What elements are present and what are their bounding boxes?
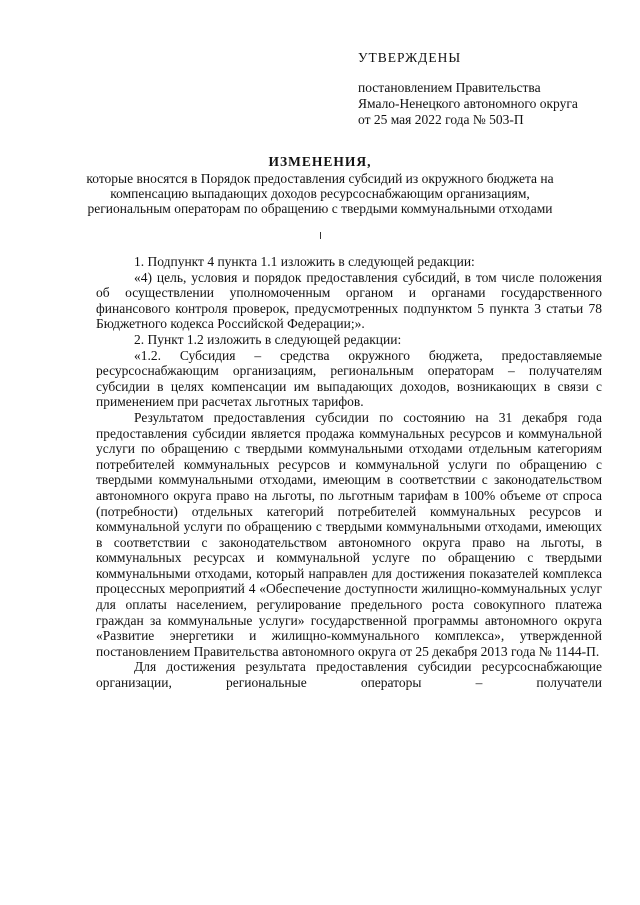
document-title — [80, 154, 560, 216]
approval-line-3: от 25 мая 2022 года № 503-П — [358, 112, 524, 127]
approval-line-2: Ямало-Ненецкого автономного округа — [358, 96, 578, 111]
title-divider — [320, 232, 321, 239]
paragraph-5: Результатом предоставления субсидии по состоянию на 31 декабря года предоставления субсидии является продажа коммунальных ресурсов и коммунальной услуги по обращению с твердыми коммунальными отходами отдельным категориям потребителей коммунальных ресурсов и коммунальной услуги по обращению с твердыми коммунальными отходами, имеющим в соответствии с законодательством автономного округа право на льготы, по льготным тарифам в 100% объеме от спроса (потребности) отдельных категорий потребителей коммунальных ресурсов и коммунальной услуги по обращению с твердыми коммунальными отходами, имеющих в соответствии с законодательством автономного округа право на льготы, в коммунальных ресурсах и коммунальной услуге по обращению с твердыми коммунальными отходами, который направлен для достижения показателей комплекса процессных мероприятий 4 «Обеспечение доступности жилищно-коммунальных услуг для оплаты населением, регулирование предельного роста совокупного платежа граждан за коммунальные услуги» государственной программы автономного округа «Развитие энергетики и жилищно-коммунального комплекса», утвержденной постановлением Правительства автономного округа от 25 декабря 2013 года № 1144-П. — [96, 409, 602, 659]
document-body — [96, 254, 602, 691]
approval-heading: УТВЕРЖДЕНЫ — [358, 50, 462, 65]
approval-block — [358, 50, 578, 128]
title-subtitle: которые вносятся в Порядок предоставления субсидий из окружного бюджета на компенсацию выпадающих доходов ресурсоснабжающим организациям, региональным операторам по обращению с твердыми коммунальными отходами — [86, 171, 554, 216]
paragraph-4: «1.2. Субсидия – средства окружного бюджета, предоставляемые ресурсоснабжающим организациям, региональным операторам – получателям субсидии в целях компенсации им выпадающих доходов, возникающих в связи с применением при расчетах льготных тарифов. — [96, 347, 602, 410]
paragraph-2: «4) цель, условия и порядок предоставления субсидий, в том числе положения об осуществлении уполномоченным органом и органами государственного финансового контроля проверок, предусмотренных подпунктом 5 пункта 3 статьи 78 Бюджетного кодекса Российской Федерации;». — [96, 269, 602, 332]
paragraph-6: Для достижения результата предоставления субсидии ресурсоснабжающие организации, региональные операторы – получатели — [96, 659, 602, 691]
approval-line-1: постановлением Правительства — [358, 80, 541, 95]
paragraph-1: 1. Подпункт 4 пункта 1.1 изложить в следующей редакции: — [134, 254, 475, 269]
title-main: ИЗМЕНЕНИЯ, — [268, 154, 372, 169]
paragraph-3: 2. Пункт 1.2 изложить в следующей редакции: — [134, 331, 402, 347]
